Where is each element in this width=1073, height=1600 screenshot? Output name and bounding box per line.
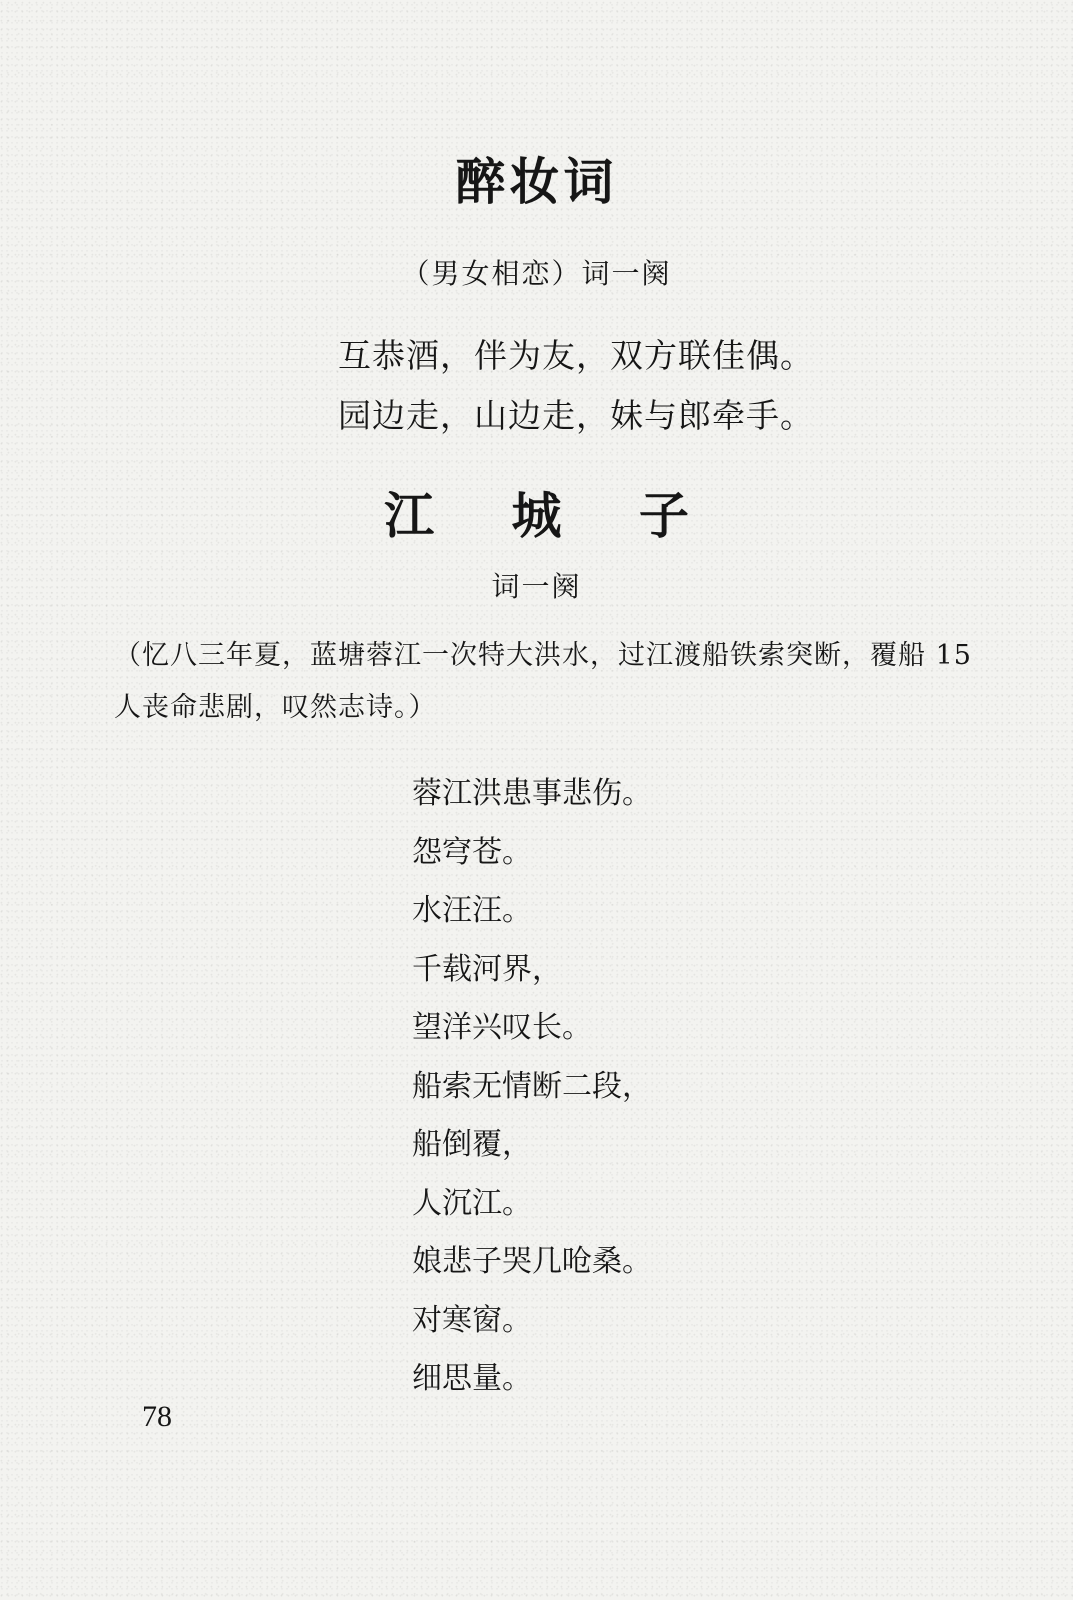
poem2-subtitle: 词一阕 (491, 570, 582, 603)
poem2-line: 细思量。 (412, 1361, 532, 1396)
poem2-preface: （忆八三年夏，蓝塘蓉江一次特大洪水，过江渡船铁索突断，覆船 15 人丧命悲剧，叹然志诗。） (114, 640, 972, 723)
poem1-line-1: 互恭酒，伴为友，双方联佳偶。 (338, 336, 814, 375)
page-number: 78 (142, 1400, 172, 1433)
poem2-title-char: 城 (511, 486, 562, 545)
poem1-subtitle: （男女相恋）词一阕 (401, 257, 672, 290)
poem2-line: 船索无情断二段， (412, 1068, 652, 1104)
poem2-line: 千载河界， (412, 951, 562, 987)
poem2-line: 蓉江洪患事悲伤。 (412, 776, 652, 811)
poem2-line: 水汪汪。 (412, 893, 532, 928)
poem1-line-2: 园边走，山边走，妹与郎牵手。 (338, 396, 814, 435)
poem2-title-char: 子 (638, 486, 689, 545)
poem1-title: 醉妆词 (455, 152, 618, 211)
poem2-line: 娘悲子哭几呛桑。 (412, 1244, 652, 1279)
poem2-title-char: 江 (384, 486, 435, 545)
poem2-line: 船倒覆， (412, 1127, 532, 1162)
poem2-body (412, 765, 652, 1409)
poem2-line: 望洋兴叹长。 (412, 1010, 592, 1045)
poem2-line: 怨穹苍。 (412, 834, 532, 870)
poem2-line: 人沉江。 (412, 1185, 532, 1221)
poem2-line: 对寒窗。 (412, 1302, 532, 1338)
poem2-title (0, 476, 1073, 548)
